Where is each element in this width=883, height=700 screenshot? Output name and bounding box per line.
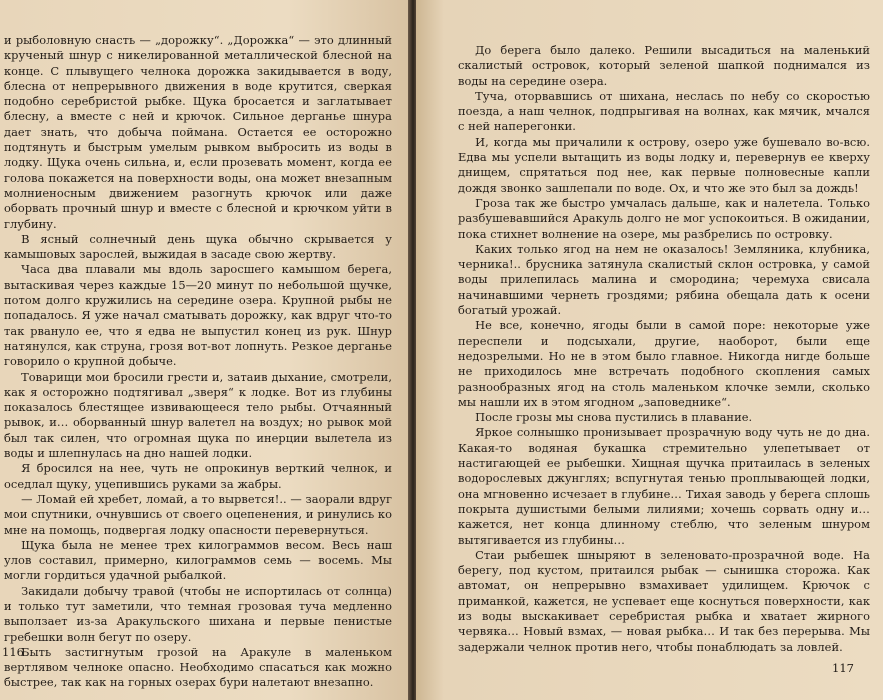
paragraph: Часа два плавали мы вдоль заросшего камышом берега, вытаскивая через каждые 15—20 минут по небольшой щучке, потом долго кружились на середине озера. Крупной рыбы не попадалось. Я уже начал сматывать дорожку, как вдруг что-то так рвануло ее, что я едва не выпустил конец из рук. Шнур натянулся, как струна, грозя вот-вот лопнуть. Резкое дерганье говорило о крупной добыче. bbox=[4, 262, 392, 369]
paragraph: Щука была не менее трех килограммов весом. Весь наш улов составил, примерно, килограммов семь — восемь. Мы могли гордиться удачной рыбалкой. bbox=[4, 537, 392, 583]
paragraph: Яркое солнышко пронизывает прозрачную воду чуть не до дна. Какая-то водяная букашка стремительно улепетывает от настигающей ее рыбешки. Хищная щучка притаилась в зеленых водорослевых джунглях; вспугнутая тенью проплывающей лодки, она мгновенно исчезает в глубине… Тихая заводь у берега сплошь покрыта душистыми белыми лилиями; хочешь сорвать одну и… кажется, нет конца длинному стеблю, что зеленым шнуром вытягивается из глубины… bbox=[458, 425, 870, 547]
paragraph: — Ломай ей хребет, ломай, а то вырвется!.. — заорали вдруг мои спутники, очнувшись от своего оцепенения, и ринулись ко мне на помощь, подвергая лодку опасности перевернуться. bbox=[4, 491, 392, 537]
paragraph: и рыболовную снасть — „дорожку“. „Дорожка“ — это длинный крученый шнур с никелированной металлической блесной на конце. С плывущего челнока дорожка закидывается в воду, блесна от непрерывного движения в воде крутится, сверкая подобно серебристой рыбке. Щука бросается и заглатывает блесну, а вместе с ней и крючок. Сильное дерганье шнура дает знать, что добыча поймана. Остается ее осторожно подтянуть и быстрым умелым рывком выбросить из воды в лодку. Щука очень сильна, и, если прозевать момент, когда ее голова покажется на поверхности воды, она может внезапным молниеносным движением разогнуть крючок или даже оборвать прочный шнур и вместе с блесной и крючком уйти в глубину. bbox=[4, 33, 392, 231]
page-number-left: 116 bbox=[2, 645, 24, 659]
paragraph: В ясный солнечный день щука обычно скрывается у камышовых зарослей, выжидая в засаде свою жертву. bbox=[4, 231, 392, 262]
paragraph: После грозы мы снова пустились в плавание. bbox=[475, 410, 753, 425]
paragraph: Я бросился на нее, чуть не опрокинув верткий челнок, и оседлал щуку, уцепившись руками за жабры. bbox=[4, 461, 392, 491]
right-page-text bbox=[458, 43, 870, 655]
paragraph: И, когда мы причалили к острову, озеро уже бушевало во-всю. Едва мы успели вытащить из воды лодку и, перевернув ее кверху днищем, спрятаться под нее, как первые полновесные капли дождя звонко зашлепали по воде. Ох, и что же это был за дождь! bbox=[458, 134, 870, 195]
paragraph: Быть застигнутым грозой на Аракуле в маленьком вертлявом челноке опасно. Необходимо спасаться как можно быстрее, так как на горных озерах бури налетают внезапно. bbox=[4, 644, 392, 690]
paragraph: Каких только ягод на нем не оказалось! Земляника, клубника, черника!.. брусника затянула скалистый склон островка, у самой воды прилепилась малина и смородина; черемуха свисала начинавшими чернеть гроздями; рябина обещала дать к осени богатый урожай. bbox=[458, 241, 870, 318]
paragraph: Гроза так же быстро умчалась дальше, как и налетела. Только разбушевавшийся Аракуль долго не мог успокоиться. В ожидании, пока стихнет волнение на озере, мы разбрелись по островку. bbox=[458, 195, 870, 241]
left-page-text bbox=[4, 33, 392, 691]
paragraph: Товарищи мои бросили грести и, затаив дыхание, смотрели, как я осторожно подтягивал „зверя“ к лодке. Вот из глубины показалось блестящее извивающееся тело рыбы. Отчаянный рывок, и… оборванный шнур валетел на воздух; но рывок мой был так силен, что огромная щука по инерции вылетела из воды и шлепнулась на дно нашей лодки. bbox=[4, 369, 392, 461]
paragraph: Не все, конечно, ягоды были в самой поре: некоторые уже переспели и подсыхали, другие, наоборот, были еще недозрелыми. Но не в этом было главное. Никогда нигде больше не приходилось мне встречать подобного скопления самых разнообразных ягод на столь маленьком клочке земли, сколько мы нашли их в этом ягодном „заповеднике“. bbox=[458, 318, 870, 409]
left-page bbox=[0, 0, 410, 700]
page-number-right: 117 bbox=[832, 661, 854, 675]
paragraph: Закидали добычу травой (чтобы не испортилась от солнца) и только тут заметили, что темная грозовая туча медленно выползает из-за Аракульского шихана и первые пенистые гребешки волн бегут по озеру. bbox=[4, 583, 392, 644]
paragraph: Туча, оторвавшись от шихана, неслась по небу со скоростью поезда, а наш челнок, подпрыгивая на волнах, как мячик, мчался с ней наперегонки. bbox=[458, 88, 870, 134]
right-page bbox=[416, 0, 883, 700]
paragraph: До берега было далеко. Решили высадиться на маленький скалистый островок, который зеленой шапкой поднимался из воды на середине озера. bbox=[458, 43, 870, 88]
paragraph: Стаи рыбешек шныряют в зеленовато-прозрачной воде. На берегу, под кустом, притаился рыбак — сынишка сторожа. Как автомат, он непрерывно взмахивает удилищем. Крючок с приманкой, кажется, не успевает еще коснуться поверхности, как из воды выскакивает серебристая рыбка и хватает жирного червяка… Новый взмах, — новая рыбка… И так без перерыва. Мы задержали челнок против него, чтобы понаблюдать за ловлей. bbox=[458, 547, 870, 654]
